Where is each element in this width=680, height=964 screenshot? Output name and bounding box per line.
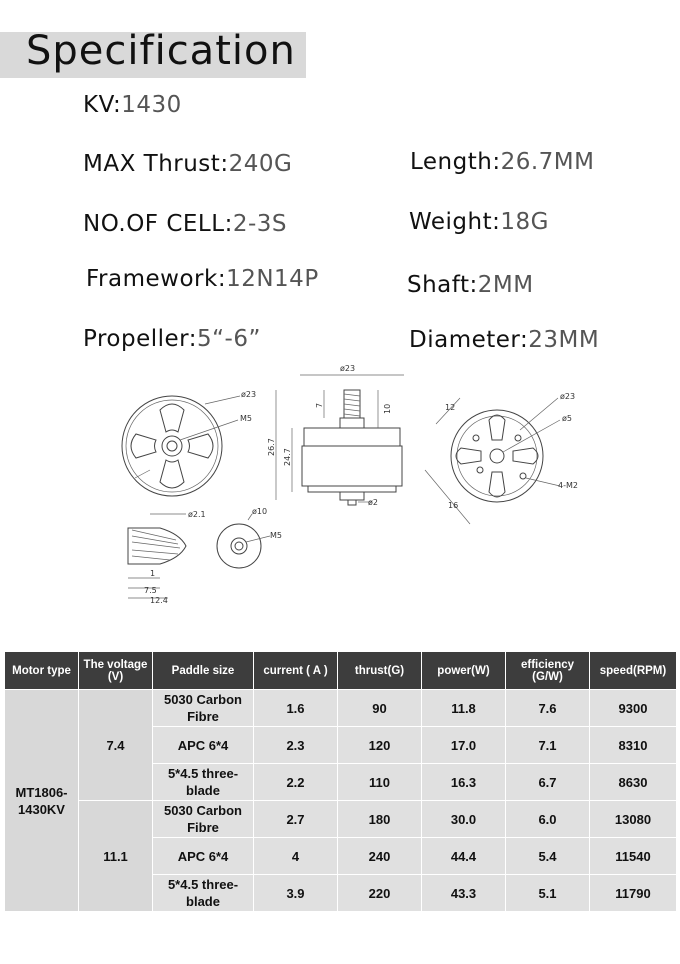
efficiency-cell: 6.0 [506,801,590,838]
table-header-row [5,652,677,690]
paddle-cell: 5*4.5 three-blade [153,875,254,912]
col-power: power(W) [422,652,506,690]
spec-value: 26.7MM [500,149,595,175]
back-holes-label: 4-M2 [558,481,578,490]
efficiency-cell: 6.7 [506,764,590,801]
spec-kv: KV:1430 [83,92,182,118]
motor-type-cell: MT1806-1430KV [5,690,79,912]
spec-value: 23MM [528,327,600,353]
thrust-cell: 180 [338,801,422,838]
speed-cell: 8310 [590,727,677,764]
back-center-label: ø5 [562,414,572,423]
current-cell: 2.3 [254,727,338,764]
spec-key: Weight [409,209,493,235]
voltage-cell: 11.1 [79,801,153,912]
washer-dia-label: ø10 [252,507,268,516]
col-speed: speed(RPM) [590,652,677,690]
table-row [5,690,677,727]
spec-cells: NO.OF CELL:2-3S [83,211,287,237]
efficiency-cell: 7.6 [506,690,590,727]
col-paddle-size: Paddle size [153,652,254,690]
spec-key: KV [83,92,113,118]
spec-value: 12N14P [226,266,319,292]
spec-key: Propeller [83,326,189,352]
spec-value: 18G [500,209,549,235]
thrust-cell: 110 [338,764,422,801]
thrust-cell: 120 [338,727,422,764]
paddle-cell: 5030 Carbon Fibre [153,690,254,727]
speed-cell: 13080 [590,801,677,838]
back-view [425,392,578,524]
current-cell: 4 [254,838,338,875]
spec-key: NO.OF CELL [83,211,225,237]
nut-d3-label: 12.4 [150,596,168,605]
spec-max-thrust: MAX Thrust:240G [83,151,293,177]
nut-d2-label: 7.5 [144,586,157,595]
side-body-label: 24.7 [283,448,292,466]
back-spacing-a-label: 12 [445,403,456,412]
power-cell: 17.0 [422,727,506,764]
table-row [5,801,677,838]
spec-propeller: Propeller:5“-6” [83,326,261,352]
side-shaft-dia-label: ø2 [368,498,378,507]
col-voltage: The voltage (V) [79,652,153,690]
spec-shaft: Shaft:2MM [407,272,534,298]
power-cell: 43.3 [422,875,506,912]
power-cell: 11.8 [422,690,506,727]
efficiency-cell: 7.1 [506,727,590,764]
spec-value: 2MM [477,272,534,298]
spec-diameter: Diameter:23MM [409,327,600,353]
side-total-label: 26.7 [267,438,276,456]
prop-nut-drawing [128,510,206,605]
spec-key: Framework [86,266,218,292]
current-cell: 2.2 [254,764,338,801]
efficiency-cell: 5.1 [506,875,590,912]
spec-value: 2-3S [232,211,287,237]
power-cell: 16.3 [422,764,506,801]
side-thread-label: 7 [315,402,324,408]
paddle-cell: APC 6*4 [153,838,254,875]
front-bolt-label: M5 [240,414,252,423]
col-efficiency: efficiency (G/W) [506,652,590,690]
paddle-cell: 5*4.5 three-blade [153,764,254,801]
col-motor-type: Motor type [5,652,79,690]
side-view [267,364,404,507]
speed-cell: 11790 [590,875,677,912]
col-thrust: thrust(G) [338,652,422,690]
spec-key: Shaft [407,272,470,298]
nut-dia-label: ø2.1 [188,510,206,519]
spec-key: Length [410,149,493,175]
front-dia-label: ø23 [241,390,257,399]
spec-value: 240G [228,151,293,177]
spec-framework: Framework:12N14P [86,266,319,292]
paddle-cell: APC 6*4 [153,727,254,764]
back-spacing-b-label: 16 [448,501,459,510]
spec-value: 5“-6” [196,326,261,352]
current-cell: 3.9 [254,875,338,912]
speed-cell: 8630 [590,764,677,801]
side-top-dia-label: ø23 [340,364,356,373]
spec-value: 1430 [121,92,182,118]
front-view [122,390,256,496]
washer-drawing [217,507,282,568]
washer-bolt-label: M5 [270,531,282,540]
spec-length: Length:26.7MM [410,149,595,175]
thrust-cell: 240 [338,838,422,875]
spec-key: MAX Thrust [83,151,221,177]
side-shaft-label: 10 [383,403,392,414]
current-cell: 2.7 [254,801,338,838]
speed-cell: 9300 [590,690,677,727]
page-title: Specification [26,28,296,74]
performance-table [4,651,677,912]
nut-d1-label: 1 [150,569,156,578]
voltage-cell: 7.4 [79,690,153,801]
speed-cell: 11540 [590,838,677,875]
spec-weight: Weight:18G [409,209,549,235]
back-dia-label: ø23 [560,392,576,401]
current-cell: 1.6 [254,690,338,727]
efficiency-cell: 5.4 [506,838,590,875]
col-current: current ( A ) [254,652,338,690]
paddle-cell: 5030 Carbon Fibre [153,801,254,838]
power-cell: 44.4 [422,838,506,875]
thrust-cell: 220 [338,875,422,912]
spec-key: Diameter [409,327,520,353]
power-cell: 30.0 [422,801,506,838]
thrust-cell: 90 [338,690,422,727]
